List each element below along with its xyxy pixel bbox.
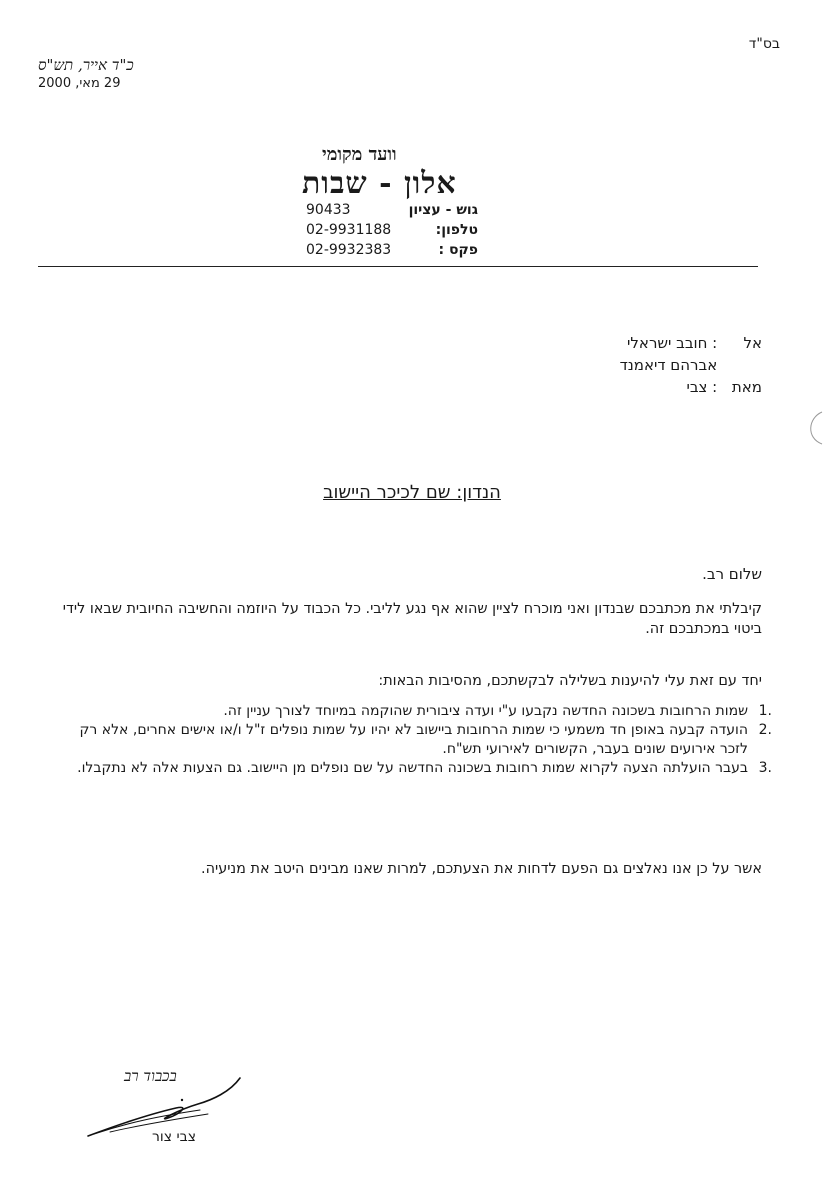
phone-number: 02-9931188 (306, 222, 392, 238)
paragraph-1: קיבלתי את מכתבכם שבנדון ואני מוכרח לציין שהוא אף נגע לליבי. כל הכבוד על היוזמה והחשיבה החיובית שבאו לידי ביטוי במכתבכם זה. (62, 601, 762, 637)
list-item-text: שמות הרחובות בשכונה החדשה נקבעו ע"י ועדה ציבורית שהוקמה במיוחד לצורך עניין זה. (223, 703, 748, 719)
fax-number: 02-9932383 (306, 242, 392, 258)
subject-line: הנדון: שם לכיכר היישוב (323, 482, 501, 503)
to-line (620, 332, 762, 354)
to-recipient: : חובב ישראלי (627, 334, 718, 352)
council-name: אלון - שבות (302, 166, 457, 201)
greeting: שלום רב. (702, 565, 762, 583)
gregorian-date: 29 מאי, 2000 (38, 76, 121, 91)
list-item (52, 759, 772, 778)
list-item-number: 1. (758, 703, 772, 719)
from-label: מאת (731, 378, 762, 396)
punch-hole-mark (800, 408, 824, 448)
region-label: גוש - עציון (408, 202, 478, 218)
region-row (306, 202, 478, 222)
list-item-text: הועדה קבעה באופן חד משמעי כי שמות הרחובות ביישוב לא יהיו על שמות נופלים ז"ל ו/או אישים אחרים, אלא רק לזכר אירועים שונים בעבר, הקשורים לאירועי תש"ח. (79, 722, 748, 757)
signatory-name: צבי צור (152, 1129, 197, 1145)
to-recipient-2: אברהם דיאמנד (619, 356, 718, 374)
phone-row (306, 222, 478, 242)
list-item (52, 702, 772, 721)
list-item-number: 2. (758, 722, 772, 738)
reasons-list (52, 702, 772, 778)
fax-label: פקס : (438, 242, 478, 258)
bsd-mark: בס"ד (748, 36, 780, 52)
list-item-text: בעבר הועלתה הצעה לקרוא שמות רחובות בשכונה החדשה על שם נופלים מן היישוב. גם הצעות אלה לא נתקבלו. (77, 760, 748, 776)
to-line-2 (620, 354, 762, 376)
phone-label: טלפון: (435, 222, 478, 238)
hebrew-date: כ"ד אייר, תש"ס (38, 56, 134, 74)
closing-regards: בכבוד רב (124, 1067, 177, 1085)
from-sender: : צבי (686, 378, 718, 396)
addressing-block (620, 332, 762, 398)
paragraph-3: אשר על כן אנו נאלצים גם הפעם לדחות את הצעתכם, למרות שאנו מבינים היטב את מניעיה. (201, 861, 762, 877)
postal-code: 90433 (306, 202, 351, 218)
list-item (52, 721, 772, 759)
fax-row (306, 242, 478, 262)
from-line (620, 376, 762, 398)
council-label: וועד מקומי (322, 144, 397, 165)
paragraph-2: יחד עם זאת עלי להיענות בשלילה לבקשתכם, מהסיבות הבאות: (378, 673, 762, 689)
header-divider (38, 266, 758, 267)
list-item-number: 3. (758, 760, 772, 776)
to-label: אל (743, 334, 762, 352)
